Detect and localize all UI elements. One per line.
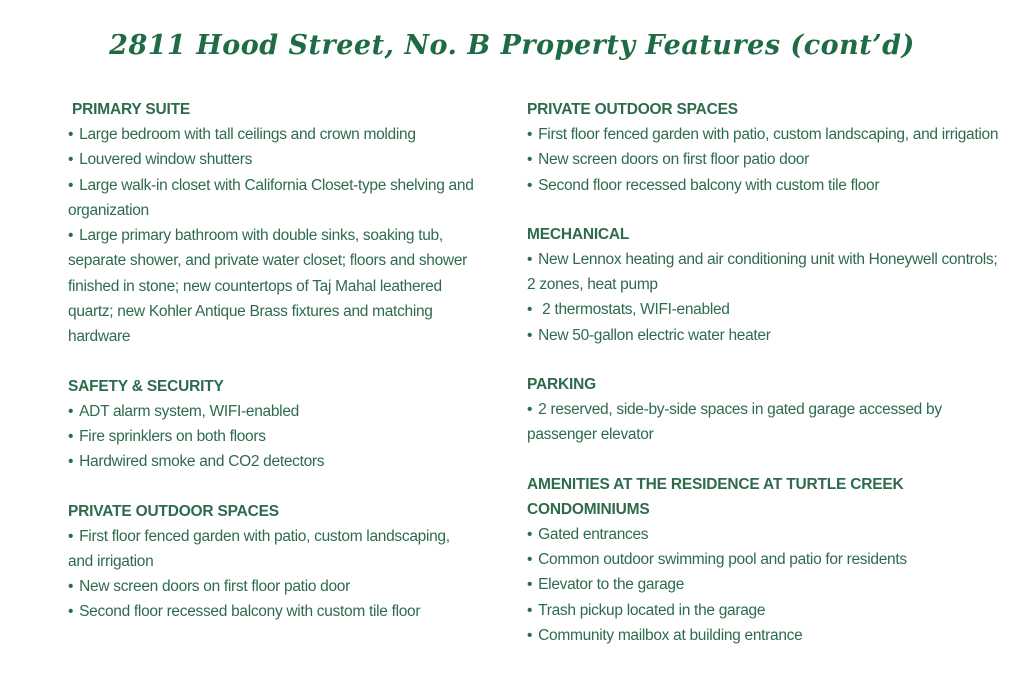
list-item-text: New Lennox heating and air conditioning unit with Honeywell controls; 2 zones, heat pump [527,250,998,294]
list-item-text: 2 thermostats, WIFI-enabled [538,301,730,319]
list-item [68,173,478,224]
bullet-icon: • [68,527,74,545]
section-heading: AMENITIES AT THE RESIDENCE AT TURTLE CREEK CONDOMINIUMS [527,475,904,518]
list-item [68,223,478,349]
list-item [527,173,1007,198]
section-amenities-at-the-residence-at-turtle-creek-condominiums [527,472,1007,648]
list-item-text: ADT alarm system, WIFI-enabled [79,402,299,420]
section-heading: PRIVATE OUTDOOR SPACES [68,502,279,520]
list-item [527,297,1007,322]
bullet-icon: • [527,176,533,194]
bullet-icon: • [68,151,74,169]
section-private-outdoor-spaces [68,499,478,625]
bullet-icon: • [527,301,533,319]
list-item-text: Hardwired smoke and CO2 detectors [79,453,325,471]
list-item [68,147,478,172]
list-item-text: First floor fenced garden with patio, custom landscaping, and irrigation [538,126,999,143]
section-primary-suite [68,97,478,350]
list-item [527,323,1007,348]
bullet-icon: • [527,250,533,268]
list-item [68,399,478,424]
list-item-text: Second floor recessed balcony with custom tile floor [79,603,421,621]
list-item-text: Second floor recessed balcony with custom tile floor [538,176,880,194]
bullet-icon: • [527,326,533,344]
page-title: 2811 Hood Street, No. B Property Features (cont’d) [109,30,915,61]
bullet-icon: • [68,453,74,471]
section-heading: PRIMARY SUITE [72,101,190,118]
bullet-icon: • [68,578,74,596]
list-item-text: New screen doors on first floor patio door [538,151,809,169]
list-item [527,247,1007,298]
section-mechanical [527,222,1007,348]
bullet-icon: • [68,402,74,420]
list-item [527,623,1007,648]
list-item-text: Elevator to the garage [538,576,685,594]
bullet-icon: • [527,601,533,619]
list-item-text: Large walk-in closet with California Closet-type shelving and organization [68,176,474,219]
section-private-outdoor-spaces [527,97,1007,198]
right-column [527,97,1007,672]
left-column [68,97,478,649]
list-item-text: New screen doors on first floor patio door [79,578,350,596]
bullet-icon: • [527,126,533,143]
bullet-icon: • [527,626,533,644]
list-item-text: Large primary bathroom with double sinks, soaking tub, separate shower, and private water closet; floors and shower finished in stone; new countertops of Taj Mahal leathered quartz; new Kohler Antique Brass fixtures and matching hardware [68,227,468,346]
list-item-text: First floor fenced garden with patio, custom landscaping, and irrigation [68,527,450,570]
section-heading: SAFETY & SECURITY [68,377,224,395]
list-item [527,122,1007,147]
list-item-text: Large bedroom with tall ceilings and crown molding [79,126,416,143]
section-heading: PARKING [527,376,596,394]
list-item [527,397,1007,448]
list-item [527,522,1007,547]
list-item-text: Gated entrances [538,525,649,543]
bullet-icon: • [68,603,74,621]
list-item-text: Louvered window shutters [79,151,253,169]
list-item-text: New 50-gallon electric water heater [538,326,771,344]
bullet-icon: • [527,525,533,543]
section-heading: MECHANICAL [527,225,630,243]
list-item-text: Fire sprinklers on both floors [79,427,266,445]
list-item [68,424,478,449]
bullet-icon: • [68,176,74,194]
bullet-icon: • [68,126,74,143]
section-parking [527,372,1007,448]
section-heading: PRIVATE OUTDOOR SPACES [527,101,738,118]
list-item [527,598,1007,623]
list-item [68,449,478,474]
bullet-icon: • [527,550,533,568]
bullet-icon: • [68,427,74,445]
list-item [527,147,1007,172]
list-item-text: 2 reserved, side-by-side spaces in gated garage accessed by passenger elevator [527,401,942,444]
list-item-text: Common outdoor swimming pool and patio for residents [538,550,907,568]
list-item [68,574,478,599]
bullet-icon: • [68,227,74,245]
list-item-text: Trash pickup located in the garage [538,601,766,619]
list-item [527,547,1007,572]
bullet-icon: • [527,151,533,169]
list-item [68,599,478,624]
list-item-text: Community mailbox at building entrance [538,626,803,644]
list-item [68,122,478,147]
bullet-icon: • [527,576,533,594]
list-item [68,524,478,575]
section-safety-security [68,374,478,475]
bullet-icon: • [527,401,533,419]
list-item [527,572,1007,597]
